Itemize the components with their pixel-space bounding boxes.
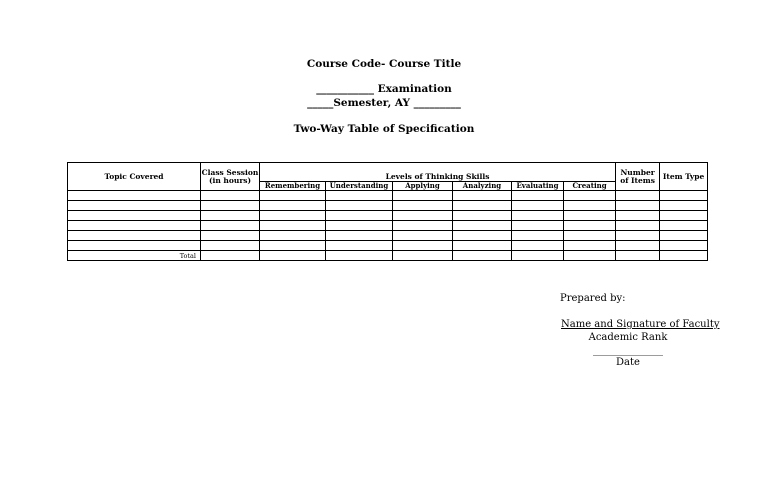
table-cell [512,191,564,201]
table-cell [68,191,201,201]
table-row [68,191,708,201]
faculty-signature-line: Name and Signature of Faculty [561,319,720,330]
table-cell [564,211,616,221]
table-cell [260,241,326,251]
header-number-of-items: Number of Items [616,163,660,191]
table-cell [660,201,708,211]
header-applying: Applying [393,182,453,191]
table-cell [512,231,564,241]
table-cell [68,211,201,221]
table-cell [201,251,260,261]
examination-line: ___________ Examination [316,83,452,95]
table-cell [564,221,616,231]
table-cell [616,231,660,241]
header-creating: Creating [564,182,616,191]
table-row [68,241,708,251]
table-cell [201,211,260,221]
table-cell [512,201,564,211]
academic-rank-label: Academic Rank [588,332,668,343]
prepared-by-label: Prepared by: [560,293,626,304]
table-cell [201,201,260,211]
table-cell [453,201,512,211]
table-cell [68,201,201,211]
table-row [68,201,708,211]
table-cell [326,201,393,211]
header-evaluating: Evaluating [512,182,564,191]
table-cell [512,211,564,221]
table-cell [393,211,453,221]
table-cell [660,221,708,231]
header-remembering: Remembering [260,182,326,191]
table-cell [393,241,453,251]
table-cell [393,231,453,241]
table-row [68,221,708,231]
table-cell [201,221,260,231]
table-title: Two-Way Table of Specification [293,123,475,135]
table-cell [326,211,393,221]
table-cell [393,201,453,211]
table-cell [326,231,393,241]
table-cell [564,191,616,201]
header-item-type: Item Type [660,163,708,191]
course-title: Course Code- Course Title [306,58,462,70]
table-cell [326,251,393,261]
table-cell [260,231,326,241]
table-cell [453,221,512,231]
table-cell [564,231,616,241]
total-label: Total [68,251,201,261]
table-cell [564,201,616,211]
header-understanding: Understanding [326,182,393,191]
semester-line: _____Semester, AY _________ [307,97,461,109]
table-cell [68,231,201,241]
header-analyzing: Analyzing [453,182,512,191]
table-cell [616,251,660,261]
table-cell [260,251,326,261]
date-label: Date [616,357,640,368]
table-cell [260,211,326,221]
header-levels-of-thinking: Levels of Thinking Skills [260,163,616,182]
table-cell [326,221,393,231]
table-cell [393,191,453,201]
table-cell [453,191,512,201]
table-cell [260,201,326,211]
table-cell [326,191,393,201]
table-cell [660,251,708,261]
table-cell [201,241,260,251]
table-cell [616,241,660,251]
table-cell [393,221,453,231]
table-cell [201,191,260,201]
table-cell [512,221,564,231]
table-row [68,211,708,221]
table-cell [453,231,512,241]
table-cell [393,251,453,261]
header-class-session: Class Session (in hours) [201,163,260,191]
table-cell [68,241,201,251]
table-cell [512,251,564,261]
table-cell [68,221,201,231]
date-blank-line: ______________ [593,345,663,356]
table-cell [660,241,708,251]
table-cell [660,231,708,241]
table-cell [660,191,708,201]
table-cell [453,251,512,261]
table-row [68,231,708,241]
table-cell [616,191,660,201]
table-cell [453,241,512,251]
table-cell [564,251,616,261]
table-cell [201,231,260,241]
table-cell [616,201,660,211]
table-cell [616,221,660,231]
table-cell [616,211,660,221]
table-total-row [68,251,708,261]
table-cell [326,241,393,251]
table-cell [660,211,708,221]
table-cell [453,211,512,221]
table-cell [260,191,326,201]
table-cell [512,241,564,251]
table-cell [564,241,616,251]
table-cell [260,221,326,231]
header-topic-covered: Topic Covered [68,163,201,191]
specification-table [67,162,708,261]
